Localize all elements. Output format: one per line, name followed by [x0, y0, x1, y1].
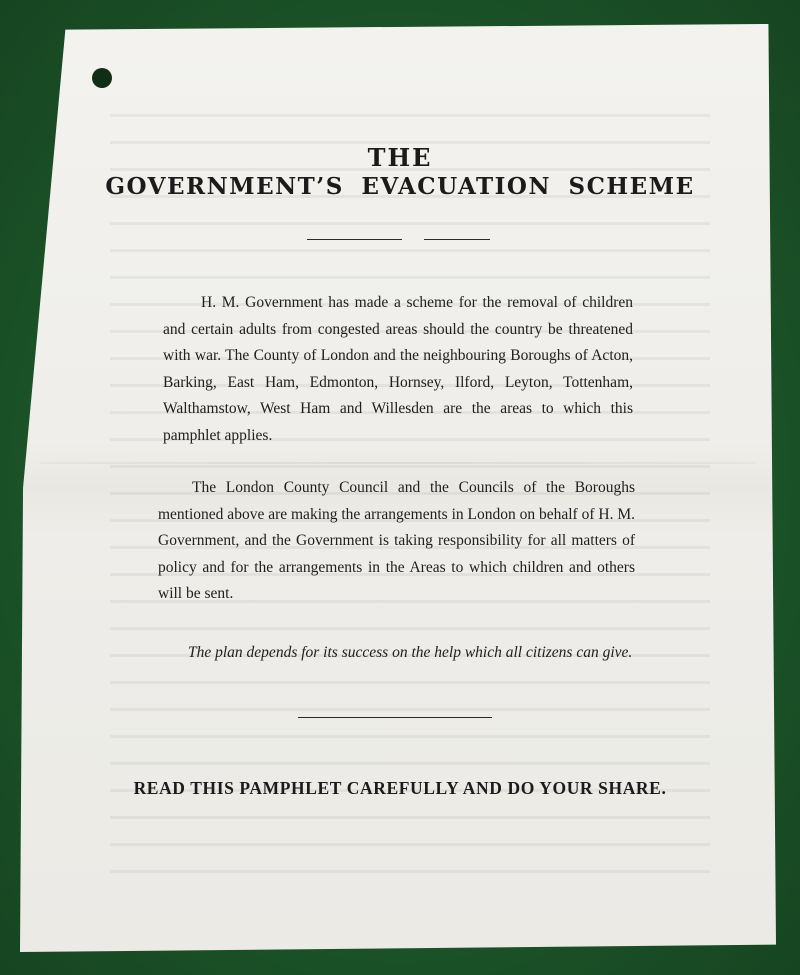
title-rule-left: [307, 239, 402, 240]
title-line-2: GOVERNMENT’S EVACUATION SCHEME: [105, 173, 695, 200]
section-divider-rule: [298, 717, 492, 718]
punch-hole: [92, 68, 112, 88]
title-rule-right: [424, 239, 490, 240]
page-fold-crease: [40, 462, 756, 464]
title-line-1: THE: [367, 143, 433, 172]
paragraph-citizens-help: The plan depends for its success on the help which all citizens can give.: [188, 644, 633, 661]
paragraph-scheme-intro: H. M. Government has made a scheme for the removal of children and certain adults from congested areas should the country be threatened with war. The County of London and the neighbouring Boroughs of Acton, Barking, East Ham, Edmonton, Hornsey, Ilford, Leyton, Tottenham, Walthamstow, West Ham and Willesden are the areas to which this pamphlet applies.: [163, 294, 633, 444]
paragraph-councils: The London County Council and the Councils of the Boroughs mentioned above are making the arrangements in London on behalf of H. M. Government, and the Government is taking responsibility for all matters of policy and for the arrangements in the Areas to which children and others will be sent.: [158, 479, 635, 602]
call-to-action-footer: READ THIS PAMPHLET CAREFULLY AND DO YOUR SHARE.: [133, 778, 667, 798]
